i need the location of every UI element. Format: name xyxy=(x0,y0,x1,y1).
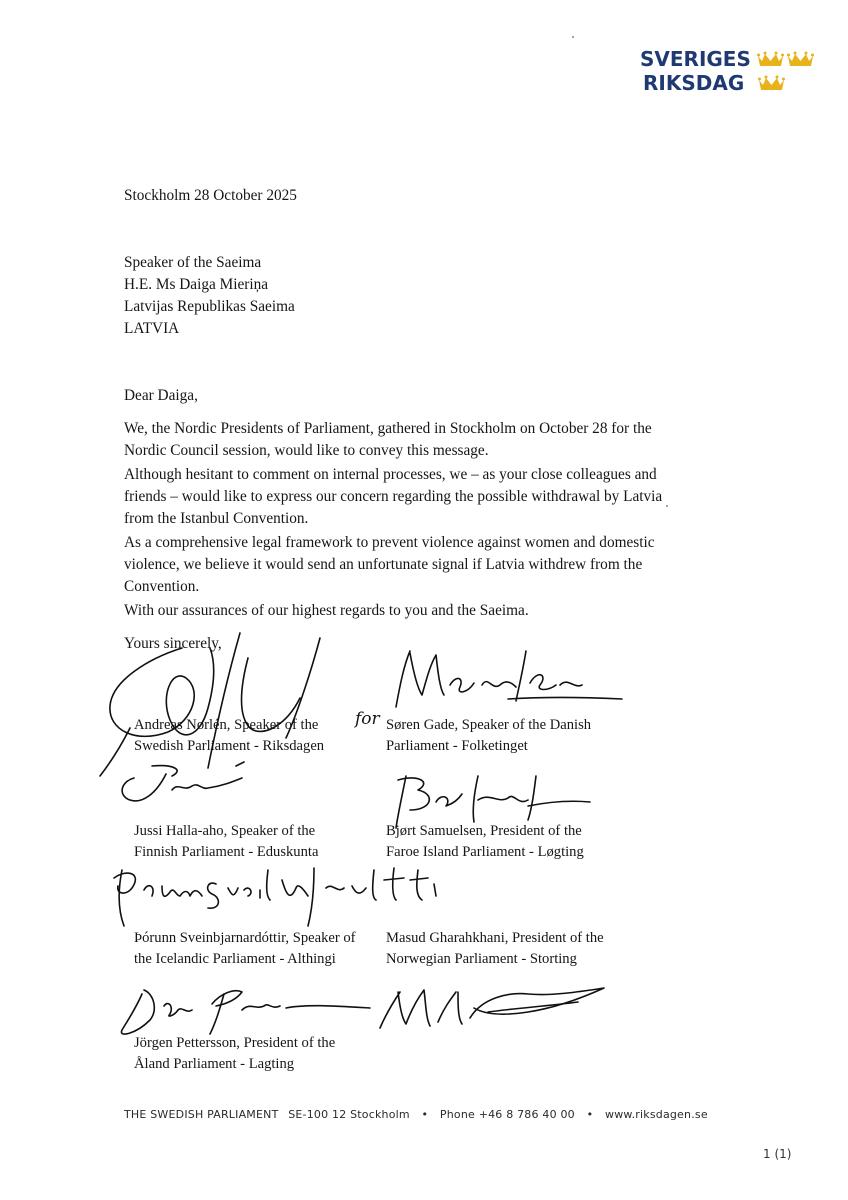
signatory-parliament: the Icelandic Parliament - Althingi xyxy=(134,951,336,967)
recipient-line: LATVIA xyxy=(124,320,180,337)
signature-masud-gharahkhani xyxy=(378,978,608,1034)
signature-jussi-halla-aho xyxy=(112,760,252,820)
signatory-name-title: Bjørt Samuelsen, President of the xyxy=(386,823,582,839)
body-paragraph-3: As a comprehensive legal framework to prevent violence against women and domestic violence, we believe it would send an unfortunate signal if Latvia withdrew from the Convention. xyxy=(124,534,655,595)
logo-text-sveriges: SVERIGES xyxy=(640,47,751,71)
signatory-iceland xyxy=(134,928,356,970)
body-paragraph-1: We, the Nordic Presidents of Parliament, gathered in Stockholm on October 28 for the Nordic Council session, would like to convey this message. xyxy=(124,420,652,459)
footer-website: www.riksdagen.se xyxy=(605,1108,708,1121)
body-paragraph-4: With our assurances of our highest regards to you and the Saeima. xyxy=(124,602,529,619)
signatory-finland xyxy=(134,821,318,863)
logo-row-1 xyxy=(640,47,810,71)
signatory-name-title: Masud Gharahkhani, President of the xyxy=(386,930,604,946)
scan-speck xyxy=(572,36,574,38)
signatory-name-title: Søren Gade, Speaker of the Danish xyxy=(386,717,592,733)
signatory-parliament: Norwegian Parliament - Storting xyxy=(386,951,577,967)
crown-icon xyxy=(787,51,814,68)
footer-phone: Phone +46 8 786 40 00 xyxy=(439,1108,575,1121)
logo-row-2 xyxy=(640,71,810,95)
signatory-parliament: Faroe Island Parliament - Løgting xyxy=(386,844,584,860)
logo-text-riksdag: RIKSDAG xyxy=(643,71,745,95)
letter-footer xyxy=(124,1108,708,1121)
recipient-line: H.E. Ms Daiga Mieriņa xyxy=(124,276,269,293)
crown-icon xyxy=(758,75,785,92)
letterhead-logo xyxy=(640,47,810,95)
signature-bjort-samuelsen xyxy=(378,770,593,832)
recipient-line: Latvijas Republikas Saeima xyxy=(124,298,295,315)
page-number: 1 (1) xyxy=(763,1147,792,1161)
crown-icon xyxy=(757,51,784,68)
footer-address: SE-100 12 Stockholm xyxy=(288,1108,410,1121)
signature-jorgen-pettersson xyxy=(116,980,376,1038)
letter-date: Stockholm 28 October 2025 xyxy=(124,187,297,204)
for-annotation: for xyxy=(355,709,380,729)
recipient-line: Speaker of the Saeima xyxy=(124,254,262,271)
signature-andreas-norlen xyxy=(90,628,340,778)
footer-org: THE SWEDISH PARLIAMENT xyxy=(124,1108,279,1121)
footer-bullet: • xyxy=(586,1108,594,1121)
signatory-parliament: Parliament - Folketinget xyxy=(386,738,528,754)
signatory-name-title: Jörgen Pettersson, President of the xyxy=(134,1035,336,1051)
footer-bullet: • xyxy=(421,1108,429,1121)
signatory-norway xyxy=(386,928,604,970)
signatory-name-title: Andreas Norlén, Speaker of the xyxy=(134,717,319,733)
signatory-parliament: Swedish Parliament - Riksdagen xyxy=(134,738,325,754)
salutation: Dear Daiga, xyxy=(124,387,198,404)
crown-single xyxy=(758,75,785,92)
signatory-denmark xyxy=(386,715,591,757)
signatory-parliament: Finnish Parliament - Eduskunta xyxy=(134,844,319,860)
signatory-name-title: Jussi Halla-aho, Speaker of the xyxy=(134,823,316,839)
signatory-name-title: Þórunn Sveinbjarnardóttir, Speaker of xyxy=(134,930,356,946)
signatory-aland xyxy=(134,1033,335,1075)
crowns-pair xyxy=(757,51,814,68)
signature-thorunn-sveinbjarnardottir xyxy=(104,860,444,930)
body-paragraph-2: Although hesitant to comment on internal processes, we – as your close colleagues and friends – would like to express our concern regarding the possible withdrawal by Latvia from the Istanbul Convention. xyxy=(124,466,663,527)
closing: Yours sincerely, xyxy=(124,635,222,652)
signature-soren-gade xyxy=(390,645,625,715)
signatory-parliament: Åland Parliament - Lagting xyxy=(134,1056,295,1072)
